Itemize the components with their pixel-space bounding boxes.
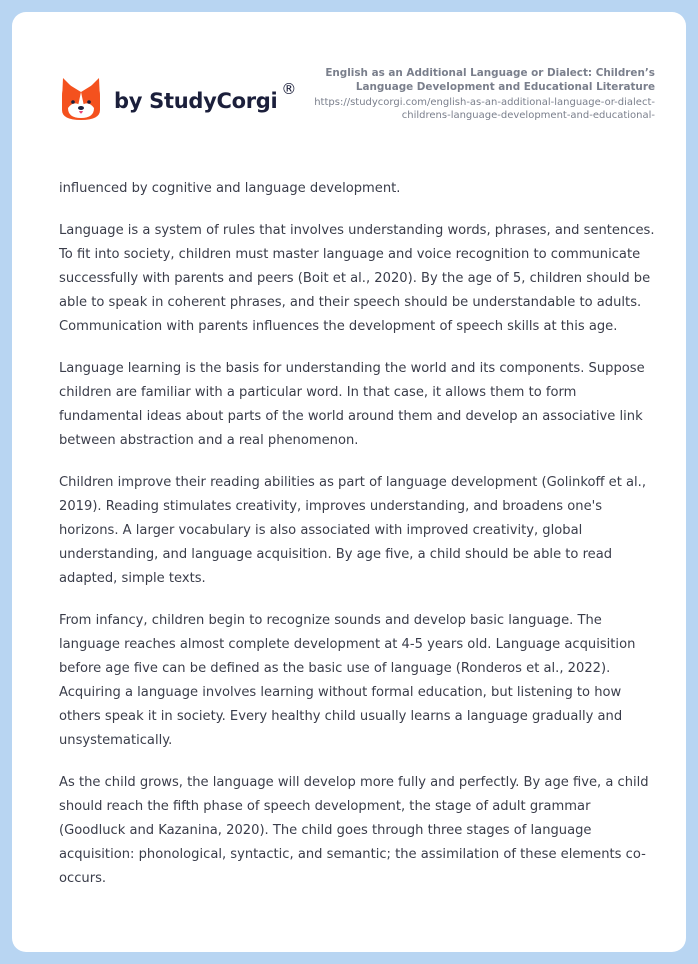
page-card bbox=[12, 12, 686, 952]
page-header bbox=[12, 12, 686, 162]
paragraph: influenced by cognitive and language development. bbox=[59, 181, 401, 196]
corgi-icon bbox=[60, 76, 102, 122]
brand-name: by StudyCorgi bbox=[114, 89, 278, 113]
studycorgi-logo[interactable] bbox=[60, 76, 296, 122]
paragraph: Language is a system of rules that involves understanding words, phrases, and sentences. To fit into society, children must master language and voice recognition to communicate successfully with parents and peers (Boit et al., 2020). By the age of 5, children should be able to speak in coherent phrases, and their speech should be understandable to adults. Communication with parents influences the development of speech skills at this age. bbox=[59, 223, 655, 334]
paragraph: From infancy, children begin to recognize sounds and develop basic language. The language reaches almost complete development at 4-5 years old. Language acquisition before age five can be defined as the basic use of language (Ronderos et al., 2022). Acquiring a language involves learning without formal education, but listening to how others speak it in society. Every healthy child usually learns a language gradually and unsystematically. bbox=[59, 613, 636, 748]
paragraph: Language learning is the basis for understanding the world and its components. Suppose children are familiar with a particular word. In that case, it allows them to form fundamental ideas about parts of the world around them and develop an associative link between abstraction and a real phenomenon. bbox=[59, 361, 645, 448]
document-meta bbox=[295, 66, 655, 122]
paragraph: Children improve their reading abilities as part of language development (Golinkoff et al., 2019). Reading stimulates creativity, improves understanding, and broadens one's horizons. A larger vocabulary is also associated with improved creativity, global understanding, and language acquisition. By age five, a child should be able to read adapted, simple texts. bbox=[59, 475, 646, 586]
document-url[interactable]: https://studycorgi.com/english-as-an-additional-language-or-dialect-childrens-language-development-and-educational- bbox=[314, 97, 655, 121]
document-title: English as an Additional Language or Dialect: Children’s Language Development and Educational Literature bbox=[325, 67, 655, 93]
paragraph: As the child grows, the language will develop more fully and perfectly. By age five, a child should reach the fifth phase of speech development, the stage of adult grammar (Goodluck and Kazanina, 2020). The child goes through three stages of language acquisition: phonological, syntactic, and semantic; the assimilation of these elements co-occurs. bbox=[59, 775, 649, 886]
document-body bbox=[59, 177, 659, 909]
registered-mark: ® bbox=[281, 80, 297, 98]
